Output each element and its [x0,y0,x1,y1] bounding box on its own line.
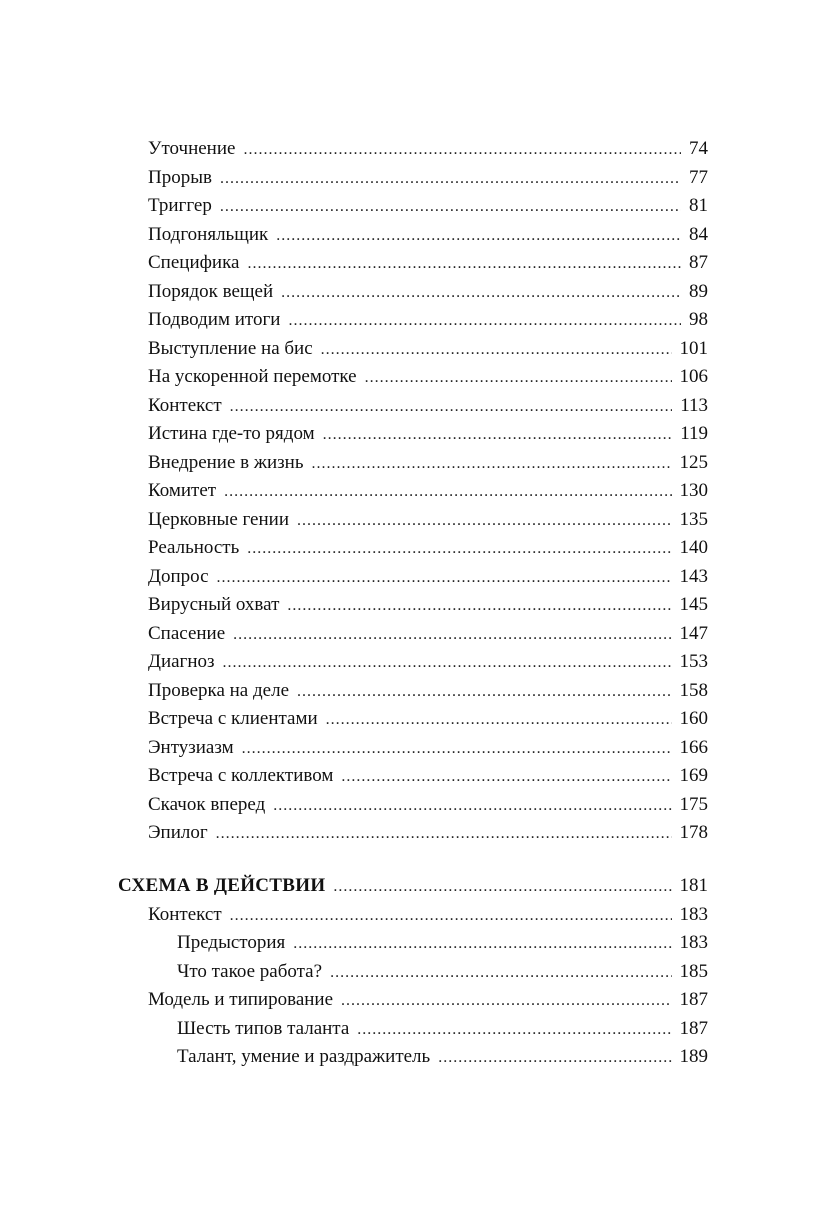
toc-leader-dots [220,193,681,221]
toc-leader-dots [230,393,673,421]
toc-entry[interactable] [148,164,708,192]
toc-entry-page: 101 [679,338,708,359]
toc-entry-label: Вирусный охват [148,594,280,615]
toc-entry-page: 140 [679,537,708,558]
toc-entry-page: 119 [680,423,708,444]
toc-entry[interactable] [148,221,708,249]
toc-entry-label: Предыстория [177,932,286,953]
toc-entry-page: 81 [689,195,708,216]
toc-entry-label: На ускоренной перемотке [148,366,357,387]
toc-entry-label: Энтузиазм [148,737,234,758]
toc-entry-label: Талант, умение и раздражитель [177,1046,431,1067]
toc-entry[interactable] [148,791,708,819]
toc-subentry[interactable] [148,901,708,929]
toc-leader-dots [287,592,671,620]
toc-leader-dots [321,336,672,364]
toc-subentry[interactable] [177,1015,708,1043]
toc-leader-dots [276,222,681,250]
toc-entry-page: 135 [679,509,708,530]
toc-entry-page: 187 [679,989,708,1010]
toc-leader-dots [233,621,671,649]
toc-entry-page: 89 [689,281,708,302]
toc-leader-dots [230,902,672,930]
toc-entry-label: Модель и типирование [148,989,334,1010]
toc-entry-label: Проверка на деле [148,680,290,701]
toc-entry-page: 130 [679,480,708,501]
toc-leader-dots [312,450,672,478]
toc-entry-page: 113 [680,395,708,416]
toc-leader-dots [330,959,671,987]
toc-entry[interactable] [148,363,708,391]
toc-entry-label: Контекст [148,904,222,925]
toc-leader-dots [365,364,672,392]
toc-leader-dots [326,706,672,734]
toc-entry-page: 183 [679,904,708,925]
toc-entry-label: Подгоняльщик [148,224,269,245]
toc-entry-label: Диагноз [148,651,215,672]
toc-entry-label: Шесть типов таланта [177,1018,350,1039]
toc-entry[interactable] [148,677,708,705]
toc-subentry[interactable] [177,929,708,957]
toc-entry[interactable] [148,192,708,220]
toc-leader-dots [323,421,673,449]
toc-entry-page: 77 [689,167,708,188]
toc-entry[interactable] [148,819,708,847]
toc-entry-page: 169 [679,765,708,786]
toc-entry-label: Специфика [148,252,240,273]
toc-leader-dots [224,478,671,506]
toc-entry-page: 185 [679,961,708,982]
toc-entry-page: 98 [689,309,708,330]
toc-entry-label: Подводим итоги [148,309,281,330]
toc-leader-dots [438,1044,671,1072]
toc-entry[interactable] [148,420,708,448]
toc-entry-page: 183 [679,932,708,953]
toc-subentry[interactable] [177,958,708,986]
toc-entry-page: 147 [679,623,708,644]
toc-entry[interactable] [148,449,708,477]
toc-entry-label: Внедрение в жизнь [148,452,304,473]
toc-entry[interactable] [148,477,708,505]
toc-entry-label: Допрос [148,566,209,587]
toc-entry-page: 87 [689,252,708,273]
toc-leader-dots [288,307,681,335]
toc-entry[interactable] [148,249,708,277]
toc-subentry[interactable] [177,1043,708,1071]
toc-leader-dots [333,873,671,901]
toc-leader-dots [297,507,672,535]
toc-leader-dots [247,535,671,563]
toc-entry-label: Истина где-то рядом [148,423,315,444]
toc-leader-dots [243,136,681,164]
toc-section-label: СХЕМА В ДЕЙСТВИИ [118,875,326,896]
toc-leader-dots [341,987,671,1015]
toc-leader-dots [281,279,681,307]
toc-entry-page: 153 [679,651,708,672]
toc-entry-label: Комитет [148,480,217,501]
toc-entry-label: Триггер [148,195,212,216]
toc-entry-label: Что такое работа? [177,961,323,982]
toc-entry[interactable] [148,392,708,420]
toc-entry-label: Эпилог [148,822,208,843]
toc-entry[interactable] [148,506,708,534]
toc-entry-label: Встреча с клиентами [148,708,318,729]
toc-entry-label: Порядок вещей [148,281,274,302]
toc-entry[interactable] [148,534,708,562]
toc-entry-page: 189 [679,1046,708,1067]
toc-entry-page: 166 [679,737,708,758]
toc-entry-page: 187 [679,1018,708,1039]
toc-entry-page: 145 [679,594,708,615]
toc-entry-label: Контекст [148,395,222,416]
toc-section-heading[interactable] [118,872,708,900]
toc-section-page: 181 [679,875,708,896]
toc-entry-page: 106 [679,366,708,387]
toc-entry-label: Реальность [148,537,240,558]
toc-entry-label: Спасение [148,623,226,644]
toc-entry[interactable] [148,620,708,648]
toc-entry-page: 175 [679,794,708,815]
toc-entry[interactable] [148,591,708,619]
toc-entry-page: 125 [679,452,708,473]
toc-entry-label: Выступление на бис [148,338,313,359]
toc-entry[interactable] [148,563,708,591]
toc-leader-dots [242,735,672,763]
toc-leader-dots [273,792,671,820]
toc-entry[interactable] [148,734,708,762]
toc-entry-label: Церковные гении [148,509,289,530]
toc-entry-page: 158 [679,680,708,701]
toc-leader-dots [223,649,672,677]
toc-entry[interactable] [148,306,708,334]
toc-entry-page: 178 [679,822,708,843]
toc-entry[interactable] [148,648,708,676]
toc-entry[interactable] [148,278,708,306]
toc-leader-dots [247,250,681,278]
toc-leader-dots [357,1016,671,1044]
toc-leader-dots [341,763,671,791]
toc-entry[interactable] [148,762,708,790]
toc-leader-dots [216,820,672,848]
toc-entry-label: Встреча с коллективом [148,765,334,786]
toc-subentry[interactable] [148,986,708,1014]
toc-entry[interactable] [148,335,708,363]
toc-entry-label: Скачок вперед [148,794,266,815]
toc-entry-label: Прорыв [148,167,212,188]
toc-leader-dots [220,165,681,193]
toc-leader-dots [217,564,672,592]
toc-entry-page: 160 [679,708,708,729]
toc-entry-page: 74 [689,138,708,159]
toc-entry[interactable] [148,135,708,163]
toc-leader-dots [293,930,671,958]
toc-entry[interactable] [148,705,708,733]
toc-leader-dots [297,678,671,706]
toc-entry-label: Уточнение [148,138,236,159]
toc-entry-page: 143 [679,566,708,587]
toc-entry-page: 84 [689,224,708,245]
